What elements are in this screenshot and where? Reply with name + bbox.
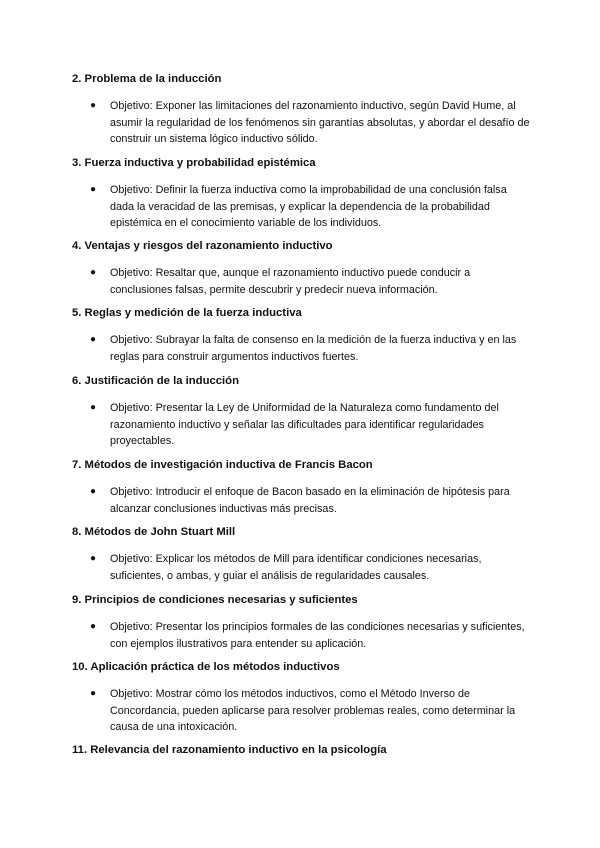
- section-4: [72, 239, 532, 298]
- objective-item: [72, 686, 532, 736]
- section-2: [72, 72, 532, 148]
- objective-item: [72, 332, 532, 365]
- section-8: [72, 525, 532, 584]
- bullet-icon: ●: [90, 334, 97, 345]
- section-5: [72, 306, 532, 365]
- objective-text: Objetivo: Introducir el enfoque de Bacon basado en la eliminación de hipótesis para alcanzar conclusiones inductivas más precisas.: [110, 486, 510, 515]
- objective-text: Objetivo: Subrayar la falta de consenso en la medición de la fuerza inductiva y en las reglas para construir argumentos inductivos fuertes.: [110, 334, 517, 363]
- objective-item: [72, 265, 532, 298]
- bullet-icon: ●: [90, 553, 97, 564]
- bullet-icon: ●: [90, 100, 97, 111]
- objective-text: Objetivo: Mostrar cómo los métodos inductivos, como el Método Inverso de Concordancia, pueden aplicarse para resolver problemas reales, como determinar la causa de una intoxicación.: [110, 688, 516, 733]
- section-7: [72, 458, 532, 517]
- objective-text: Objetivo: Resaltar que, aunque el razonamiento inductivo puede conducir a conclusiones falsas, permite descubrir y predecir nueva información.: [110, 267, 471, 296]
- section-heading: 2. Problema de la inducción: [72, 73, 222, 85]
- section-heading: 7. Métodos de investigación inductiva de Francis Bacon: [72, 459, 373, 471]
- section-6: [72, 374, 532, 450]
- objective-item: [72, 182, 532, 232]
- objective-item: [72, 98, 532, 148]
- bullet-icon: ●: [90, 184, 97, 195]
- section-heading: 8. Métodos de John Stuart Mill: [72, 526, 236, 538]
- objective-item: [72, 484, 532, 517]
- objective-item: [72, 619, 532, 652]
- objective-text: Objetivo: Exponer las limitaciones del razonamiento inductivo, según David Hume, al asumir la regularidad de los fenómenos sin garantías absolutas, y abordar el desafío de construir un sistema lógico inductivo sólido.: [110, 100, 530, 145]
- objective-text: Objetivo: Explicar los métodos de Mill para identificar condiciones necesarias, suficientes, o ambas, y guiar el análisis de regularidades causales.: [110, 553, 482, 582]
- bullet-icon: ●: [90, 688, 97, 699]
- section-11: [72, 743, 532, 757]
- bullet-icon: ●: [90, 621, 97, 632]
- section-heading: 3. Fuerza inductiva y probabilidad epistémica: [72, 157, 316, 169]
- section-heading: 10. Aplicación práctica de los métodos inductivos: [72, 661, 340, 673]
- objective-text: Objetivo: Presentar la Ley de Uniformidad de la Naturaleza como fundamento del razonamiento inductivo y señalar las dificultades para identificar regularidades proyectables.: [110, 402, 499, 447]
- section-3: [72, 156, 532, 232]
- section-heading: 9. Principios de condiciones necesarias y suficientes: [72, 594, 358, 606]
- section-heading: 11. Relevancia del razonamiento inductivo en la psicología: [72, 744, 387, 756]
- section-10: [72, 660, 532, 736]
- objective-item: [72, 551, 532, 584]
- section-heading: 6. Justificación de la inducción: [72, 375, 239, 387]
- objective-text: Objetivo: Definir la fuerza inductiva como la improbabilidad de una conclusión falsa dada la veracidad de las premisas, y explicar la dependencia de la probabilidad epistémica en el conocimiento variable de los individuos.: [110, 184, 507, 229]
- section-9: [72, 593, 532, 652]
- objective-text: Objetivo: Presentar los principios formales de las condiciones necesarias y suficientes, con ejemplos ilustrativos para entender su aplicación.: [110, 621, 525, 650]
- section-heading: 5. Reglas y medición de la fuerza inductiva: [72, 307, 302, 319]
- bullet-icon: ●: [90, 486, 97, 497]
- bullet-icon: ●: [90, 402, 97, 413]
- section-heading: 4. Ventajas y riesgos del razonamiento inductivo: [72, 240, 333, 252]
- bullet-icon: ●: [90, 267, 97, 278]
- objective-item: [72, 400, 532, 450]
